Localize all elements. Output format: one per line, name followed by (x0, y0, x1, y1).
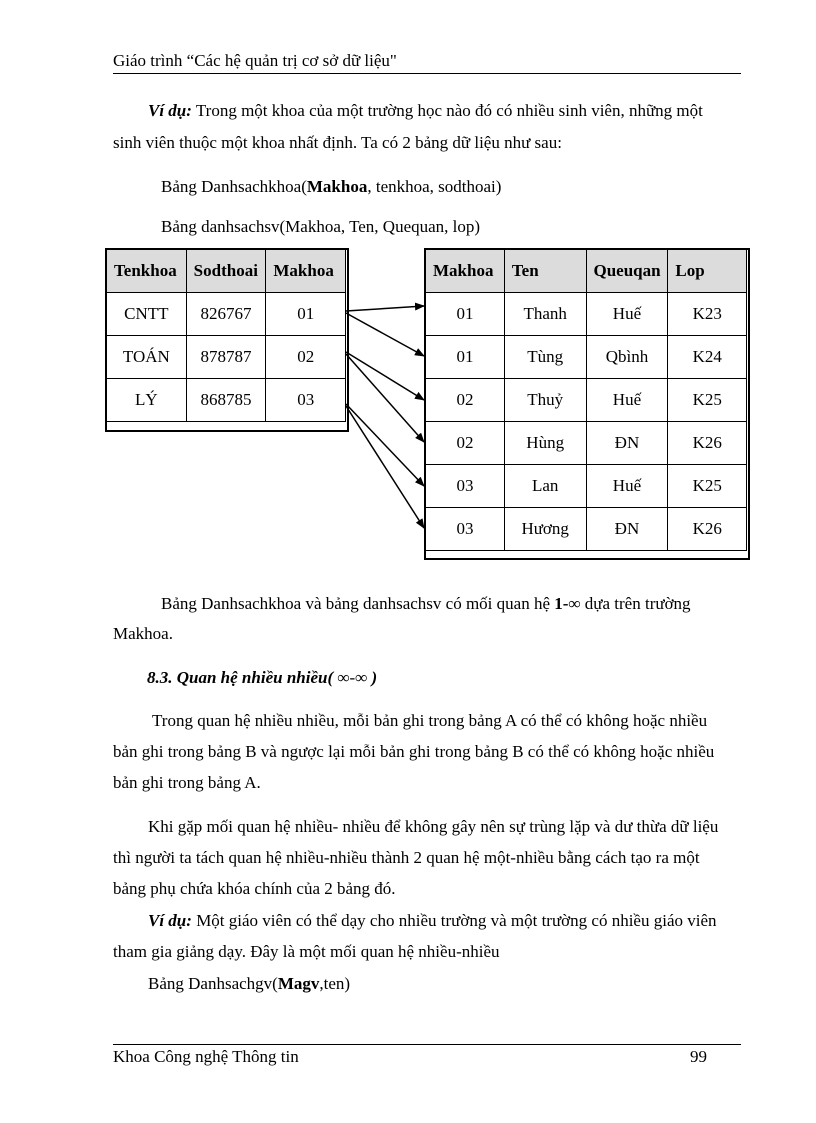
cell: 02 (266, 336, 346, 379)
arrow-03-to-row5 (346, 404, 424, 486)
cell: K26 (668, 508, 747, 551)
section-heading: 8.3. Quan hệ nhiều nhiều( ∞-∞ ) (147, 668, 378, 687)
cell: Tùng (504, 336, 586, 379)
relation-note-line1: Bảng Danhsachkhoa và bảng danhsachsv có mối quan hệ 1-∞ dựa trên trường (161, 594, 691, 613)
para2-line2: thì người ta tách quan hệ nhiều-nhiều thành 2 quan hệ một-nhiều bằng cách tạo ra một (113, 848, 700, 867)
col-header: Makhoa (426, 250, 505, 293)
cell: Qbình (586, 336, 668, 379)
cell: Lan (504, 465, 586, 508)
cell: 868785 (186, 379, 266, 422)
para1-line3: bản ghi trong bảng A. (113, 773, 261, 792)
arrow-02-to-row3 (346, 352, 424, 400)
col-header: Ten (504, 250, 586, 293)
para1-line1: Trong quan hệ nhiều nhiều, mỗi bản ghi trong bảng A có thể có không hoặc nhiều (152, 711, 708, 730)
para2-line3: bảng phụ chứa khóa chính của 2 bảng đó. (113, 879, 396, 898)
cell: 01 (426, 336, 505, 379)
cell: TOÁN (107, 336, 187, 379)
cell: Huế (586, 379, 668, 422)
example-label: Ví dụ: (148, 911, 192, 930)
example1-line1: Ví dụ: Trong một khoa của một trường học nào đó có nhiều sinh viên, những một (148, 101, 703, 120)
cell: K25 (668, 465, 747, 508)
cell: LÝ (107, 379, 187, 422)
cell: K26 (668, 422, 747, 465)
para2-line1: Khi gặp mối quan hệ nhiều- nhiều để không gây nên sự trùng lặp và dư thừa dữ liệu (148, 817, 719, 836)
table-def-sv: Bảng danhsachsv(Makhoa, Ten, Quequan, lop) (161, 217, 481, 236)
cell: Huế (586, 465, 668, 508)
cell: Hùng (504, 422, 586, 465)
page-number: 99 (690, 1047, 707, 1066)
cell: 826767 (186, 293, 266, 336)
example1-line2: sinh viên thuộc một khoa nhất định. Ta có 2 bảng dữ liệu như sau: (113, 133, 562, 152)
col-header: Queuqan (586, 250, 668, 293)
relation-note-line2: Makhoa. (113, 624, 173, 643)
cell: K25 (668, 379, 747, 422)
footer-text: Khoa Công nghệ Thông tin (113, 1047, 299, 1066)
cell: 01 (266, 293, 346, 336)
cell: 03 (266, 379, 346, 422)
example2-line1: Ví dụ: Một giáo viên có thể dạy cho nhiều trường và một trường có nhiều giáo viên (148, 911, 717, 930)
example-label: Ví dụ: (148, 101, 192, 120)
cell: K23 (668, 293, 747, 336)
running-header: Giáo trình “Các hệ quản trị cơ sở dữ liệu" (113, 51, 397, 70)
cell: 878787 (186, 336, 266, 379)
cell: 03 (426, 465, 505, 508)
para1-line2: bản ghi trong bảng B và ngược lại mỗi bản ghi trong bảng B có thể có không hoặc nhiều (113, 742, 715, 761)
cell: 03 (426, 508, 505, 551)
col-header: Tenkhoa (107, 250, 187, 293)
arrow-01-to-row2 (346, 313, 424, 356)
cell: 01 (426, 293, 505, 336)
cell: ĐN (586, 508, 668, 551)
cell: Hương (504, 508, 586, 551)
col-header: Makhoa (266, 250, 346, 293)
cell: K24 (668, 336, 747, 379)
cell: 02 (426, 379, 505, 422)
example2-line2: tham gia giảng dạy. Đây là một mối quan hệ nhiều-nhiều (113, 942, 500, 961)
cell: Thanh (504, 293, 586, 336)
col-header: Sodthoai (186, 250, 266, 293)
cell: ĐN (586, 422, 668, 465)
footer-rule (113, 1044, 741, 1045)
arrow-01-to-row1 (346, 306, 424, 311)
cell: 02 (426, 422, 505, 465)
arrow-02-to-row4 (346, 354, 424, 442)
table-def-khoa: Bảng Danhsachkhoa(Makhoa, tenkhoa, sodthoai) (161, 177, 502, 196)
table-def-gv: Bảng Danhsachgv(Magv,ten) (148, 974, 351, 993)
cell: CNTT (107, 293, 187, 336)
cell: Huế (586, 293, 668, 336)
col-header: Lop (668, 250, 747, 293)
arrow-03-to-row6 (346, 406, 424, 528)
cell: Thuỷ (504, 379, 586, 422)
